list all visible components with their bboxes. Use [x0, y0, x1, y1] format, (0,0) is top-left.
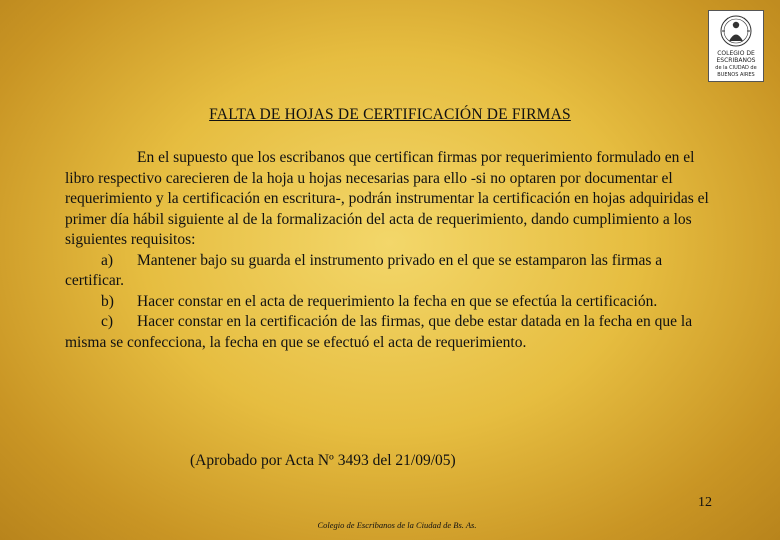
logo-line: BUENOS AIRES — [717, 72, 755, 78]
document-body — [65, 148, 715, 353]
approval-note: (Aprobado por Acta Nº 3493 del 21/09/05) — [190, 452, 456, 469]
footer-text: Colegio de Escribanos de la Ciudad de Bs. As. — [317, 520, 477, 530]
page-title — [0, 106, 780, 124]
requirement-item — [65, 292, 715, 313]
college-seal-icon — [709, 11, 763, 81]
item-label: a) — [101, 251, 114, 269]
intro-paragraph: En el supuesto que los escribanos que certifican firmas por requerimiento formulado en el libro respectivo carecieren de la hoja u hojas necesarias para ello -si no optaren por documentar el requerimiento y la certificación en escritura-, podrán instrumentar la certificación en hojas adquiridas el primer día hábil siguiente al de la formalización del acta de requerimiento, dando cumplimiento a los siguientes requisitos: — [65, 149, 709, 248]
item-text: Hacer constar en el acta de requerimiento la fecha en que se efectúa la certificación. — [137, 292, 658, 310]
page-number: 12 — [698, 495, 712, 510]
item-label: c) — [101, 313, 114, 330]
requirement-item — [65, 312, 715, 353]
item-text: Hacer constar en la certificación de las firmas, que debe estar datada en la fecha en que la misma se confecciona, la fecha en que se efectuó el acta de requerimiento. — [65, 313, 693, 351]
logo-line: ESCRIBANOS — [716, 57, 756, 64]
item-label: b) — [101, 292, 114, 310]
page-footer — [0, 520, 780, 530]
page-title-text: FALTA DE HOJAS DE CERTIFICACIÓN DE FIRMAS — [209, 106, 571, 123]
requirement-item — [65, 251, 715, 292]
logo-line: COLEGIO DE — [717, 50, 755, 57]
college-logo — [708, 10, 764, 82]
item-text: Mantener bajo su guarda el instrumento privado en el que se estamparon las firmas a certificar. — [65, 251, 663, 289]
logo-line: de la CIUDAD de — [715, 65, 757, 71]
